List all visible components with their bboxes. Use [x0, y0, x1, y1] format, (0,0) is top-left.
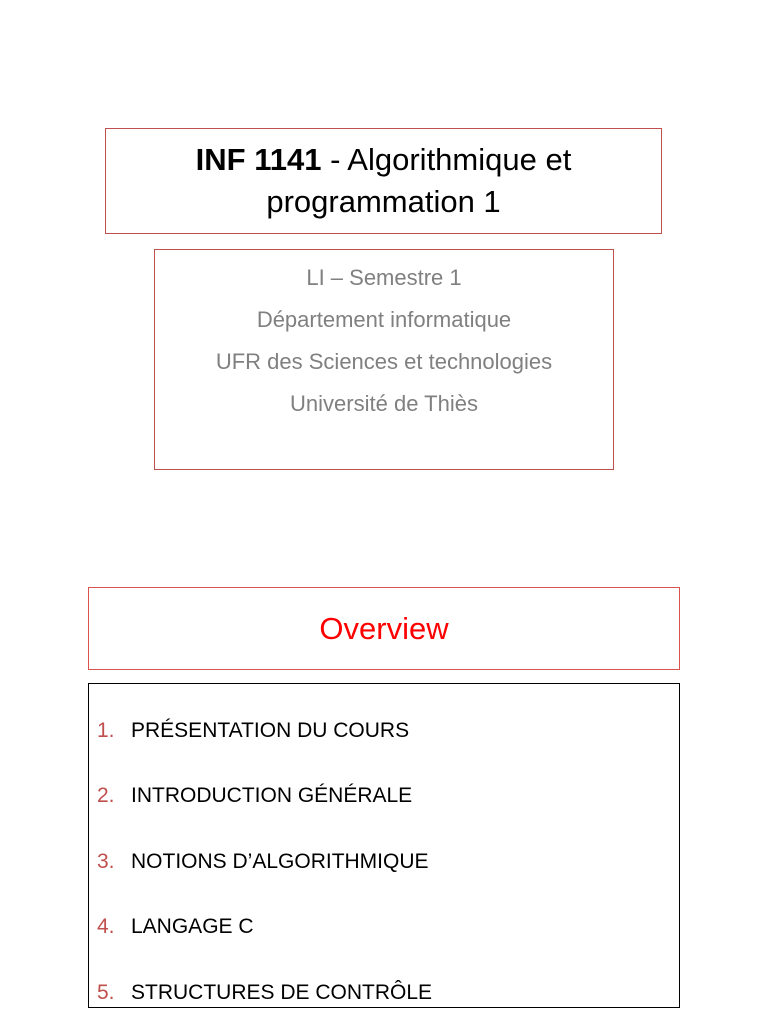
list-item	[89, 698, 679, 764]
list-item-label: STRUCTURES DE CONTRÔLE	[131, 980, 433, 1004]
list-item-number: 5.	[97, 980, 115, 1004]
list-item-number: 2.	[97, 784, 115, 808]
course-title-rest: - Algorithmique et	[321, 142, 572, 177]
list-item	[89, 764, 679, 830]
course-code: INF 1141	[195, 142, 322, 177]
course-title-line-2: programmation 1	[266, 184, 501, 219]
overview-heading: Overview	[319, 610, 449, 646]
list-item-number: 3.	[97, 849, 115, 873]
list-item	[89, 960, 679, 1026]
overview-heading-box	[88, 587, 680, 670]
list-item-label: NOTIONS D’ALGORITHMIQUE	[131, 849, 429, 873]
overview-list	[88, 683, 680, 1008]
info-department: Département informatique	[256, 307, 512, 332]
list-item-number: 1.	[97, 718, 115, 742]
course-title-line-1	[196, 139, 572, 181]
list-item-label: PRÉSENTATION DU COURS	[131, 718, 410, 742]
info-faculty: UFR des Sciences et technologies	[215, 349, 553, 374]
list-item	[89, 829, 679, 895]
list-item-number: 4.	[97, 915, 115, 939]
list-item-label: LANGAGE C	[131, 915, 254, 939]
info-university: Université de Thiès	[290, 391, 478, 416]
course-title-box	[105, 128, 662, 234]
list-item-label: INTRODUCTION GÉNÉRALE	[131, 784, 413, 808]
course-info-box	[154, 249, 614, 470]
info-semester: LI – Semestre 1	[306, 265, 462, 290]
list-item	[89, 895, 679, 961]
